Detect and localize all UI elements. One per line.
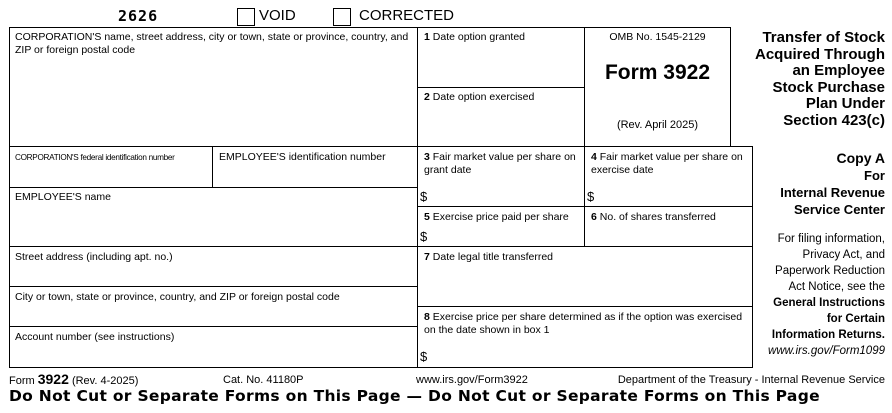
account-number-label: Account number (see instructions) (15, 331, 175, 343)
footer-form-id (9, 371, 138, 387)
box4-label (591, 151, 749, 177)
account-number-field[interactable] (10, 344, 416, 367)
city-field[interactable] (10, 304, 416, 326)
box7-number: 7 (424, 251, 430, 263)
box5-dollar: $ (420, 229, 428, 244)
copy-recipient-2: Service Center (793, 202, 885, 217)
copy-info-7: Information Returns. (771, 329, 885, 341)
omb-number: OMB No. 1545-2129 (609, 31, 706, 43)
employee-name-label: EMPLOYEE'S name (15, 191, 111, 203)
copy-a-block (753, 150, 885, 359)
footer-form-word: Form (9, 375, 35, 387)
void-label: VOID (259, 7, 296, 24)
box6-field[interactable] (585, 225, 751, 245)
box4-number: 4 (591, 151, 597, 163)
form-title-line: Transfer of Stock (762, 29, 885, 46)
box4-dollar: $ (587, 189, 595, 204)
corrected-checkbox[interactable] (333, 8, 351, 26)
box5-text: Exercise price paid per share (432, 211, 569, 223)
copy-info-1: For filing information, (777, 233, 885, 245)
form-title-line: Plan Under (805, 95, 885, 112)
footer-department: Department of the Treasury - Internal Revenue Service (617, 374, 885, 386)
footer-form-rev: (Rev. 4-2025) (71, 375, 139, 387)
box7-field[interactable] (418, 265, 751, 306)
corporation-federal-id-label: CORPORATION'S federal identification number (15, 153, 175, 162)
copy-label: Copy A (836, 150, 885, 166)
form-title-line: Acquired Through (755, 45, 885, 63)
copy-recipient-1: Internal Revenue (780, 185, 885, 200)
employee-id-field[interactable] (213, 165, 416, 187)
corporation-name-label: CORPORATION'S name, street address, city or town, state or province, country, and ZIP or foreign postal code (15, 31, 409, 56)
copy-info-3: Paperwork Reduction (775, 265, 885, 277)
box2-field[interactable] (418, 105, 583, 146)
void-checkbox[interactable] (237, 8, 255, 26)
box3-label (424, 151, 581, 177)
box2-text: Date option exercised (432, 91, 535, 103)
box5-field[interactable] (430, 225, 582, 245)
do-not-cut-notice: Do Not Cut or Separate Forms on This Page — Do Not Cut or Separate Forms on This Page (9, 387, 820, 405)
form-title (725, 30, 885, 129)
employee-id-label: EMPLOYEE'S identification number (219, 151, 386, 163)
box1-label (424, 31, 525, 44)
box6-text: No. of shares transferred (599, 211, 716, 223)
footer-form-number: 3922 (37, 371, 69, 387)
box2-label (424, 91, 534, 104)
city-label: City or town, state or province, country, and ZIP or foreign postal code (15, 291, 340, 303)
omb-revision: (Rev. April 2025) (616, 119, 699, 131)
box5-label (424, 211, 569, 224)
street-address-field[interactable] (10, 264, 416, 286)
box1-field[interactable] (418, 45, 583, 87)
box6-number: 6 (591, 211, 597, 223)
form-code: 2626 (118, 7, 159, 25)
copy-url[interactable]: www.irs.gov/Form1099 (768, 345, 885, 357)
box3-text: Fair market value per share on grant date (424, 151, 576, 176)
footer-url[interactable]: www.irs.gov/Form3922 (416, 374, 528, 386)
box3-dollar: $ (420, 189, 428, 204)
form-title-line: Stock Purchase (772, 78, 885, 96)
copy-info-4: Act Notice, see the (788, 281, 885, 293)
box3-field[interactable] (430, 185, 582, 205)
box2-number: 2 (424, 91, 430, 103)
box1-number: 1 (424, 31, 430, 43)
omb-form-title: Form 3922 (604, 61, 711, 84)
box4-field[interactable] (597, 185, 751, 205)
corrected-label: CORRECTED (359, 7, 455, 24)
form-title-line: an Employee (792, 62, 885, 79)
box8-number: 8 (424, 311, 430, 323)
corporation-federal-id-field[interactable] (10, 165, 211, 187)
box1-text: Date option granted (432, 31, 525, 43)
footer-cat-no: Cat. No. 41180P (223, 374, 304, 386)
box7-label (424, 251, 553, 264)
box8-dollar: $ (420, 349, 428, 364)
copy-for: For (864, 168, 885, 183)
box8-label (424, 311, 746, 337)
box6-label (591, 211, 716, 224)
copy-info-5: General Instructions (773, 297, 885, 309)
copy-info-2: Privacy Act, and (802, 249, 885, 261)
corporation-name-field[interactable] (10, 60, 416, 146)
form-title-line: Section 423(c) (783, 111, 885, 129)
box7-text: Date legal title transferred (432, 251, 553, 263)
box8-text: Exercise price per share determined as if the option was exercised on the date shown in box 1 (424, 311, 743, 336)
box5-number: 5 (424, 211, 430, 223)
copy-info-6: for Certain (826, 313, 885, 325)
box8-field[interactable] (430, 340, 750, 366)
box3-number: 3 (424, 151, 430, 163)
box4-text: Fair market value per share on exercise date (591, 151, 743, 176)
employee-name-field[interactable] (10, 205, 416, 246)
street-address-label: Street address (including apt. no.) (15, 251, 173, 263)
